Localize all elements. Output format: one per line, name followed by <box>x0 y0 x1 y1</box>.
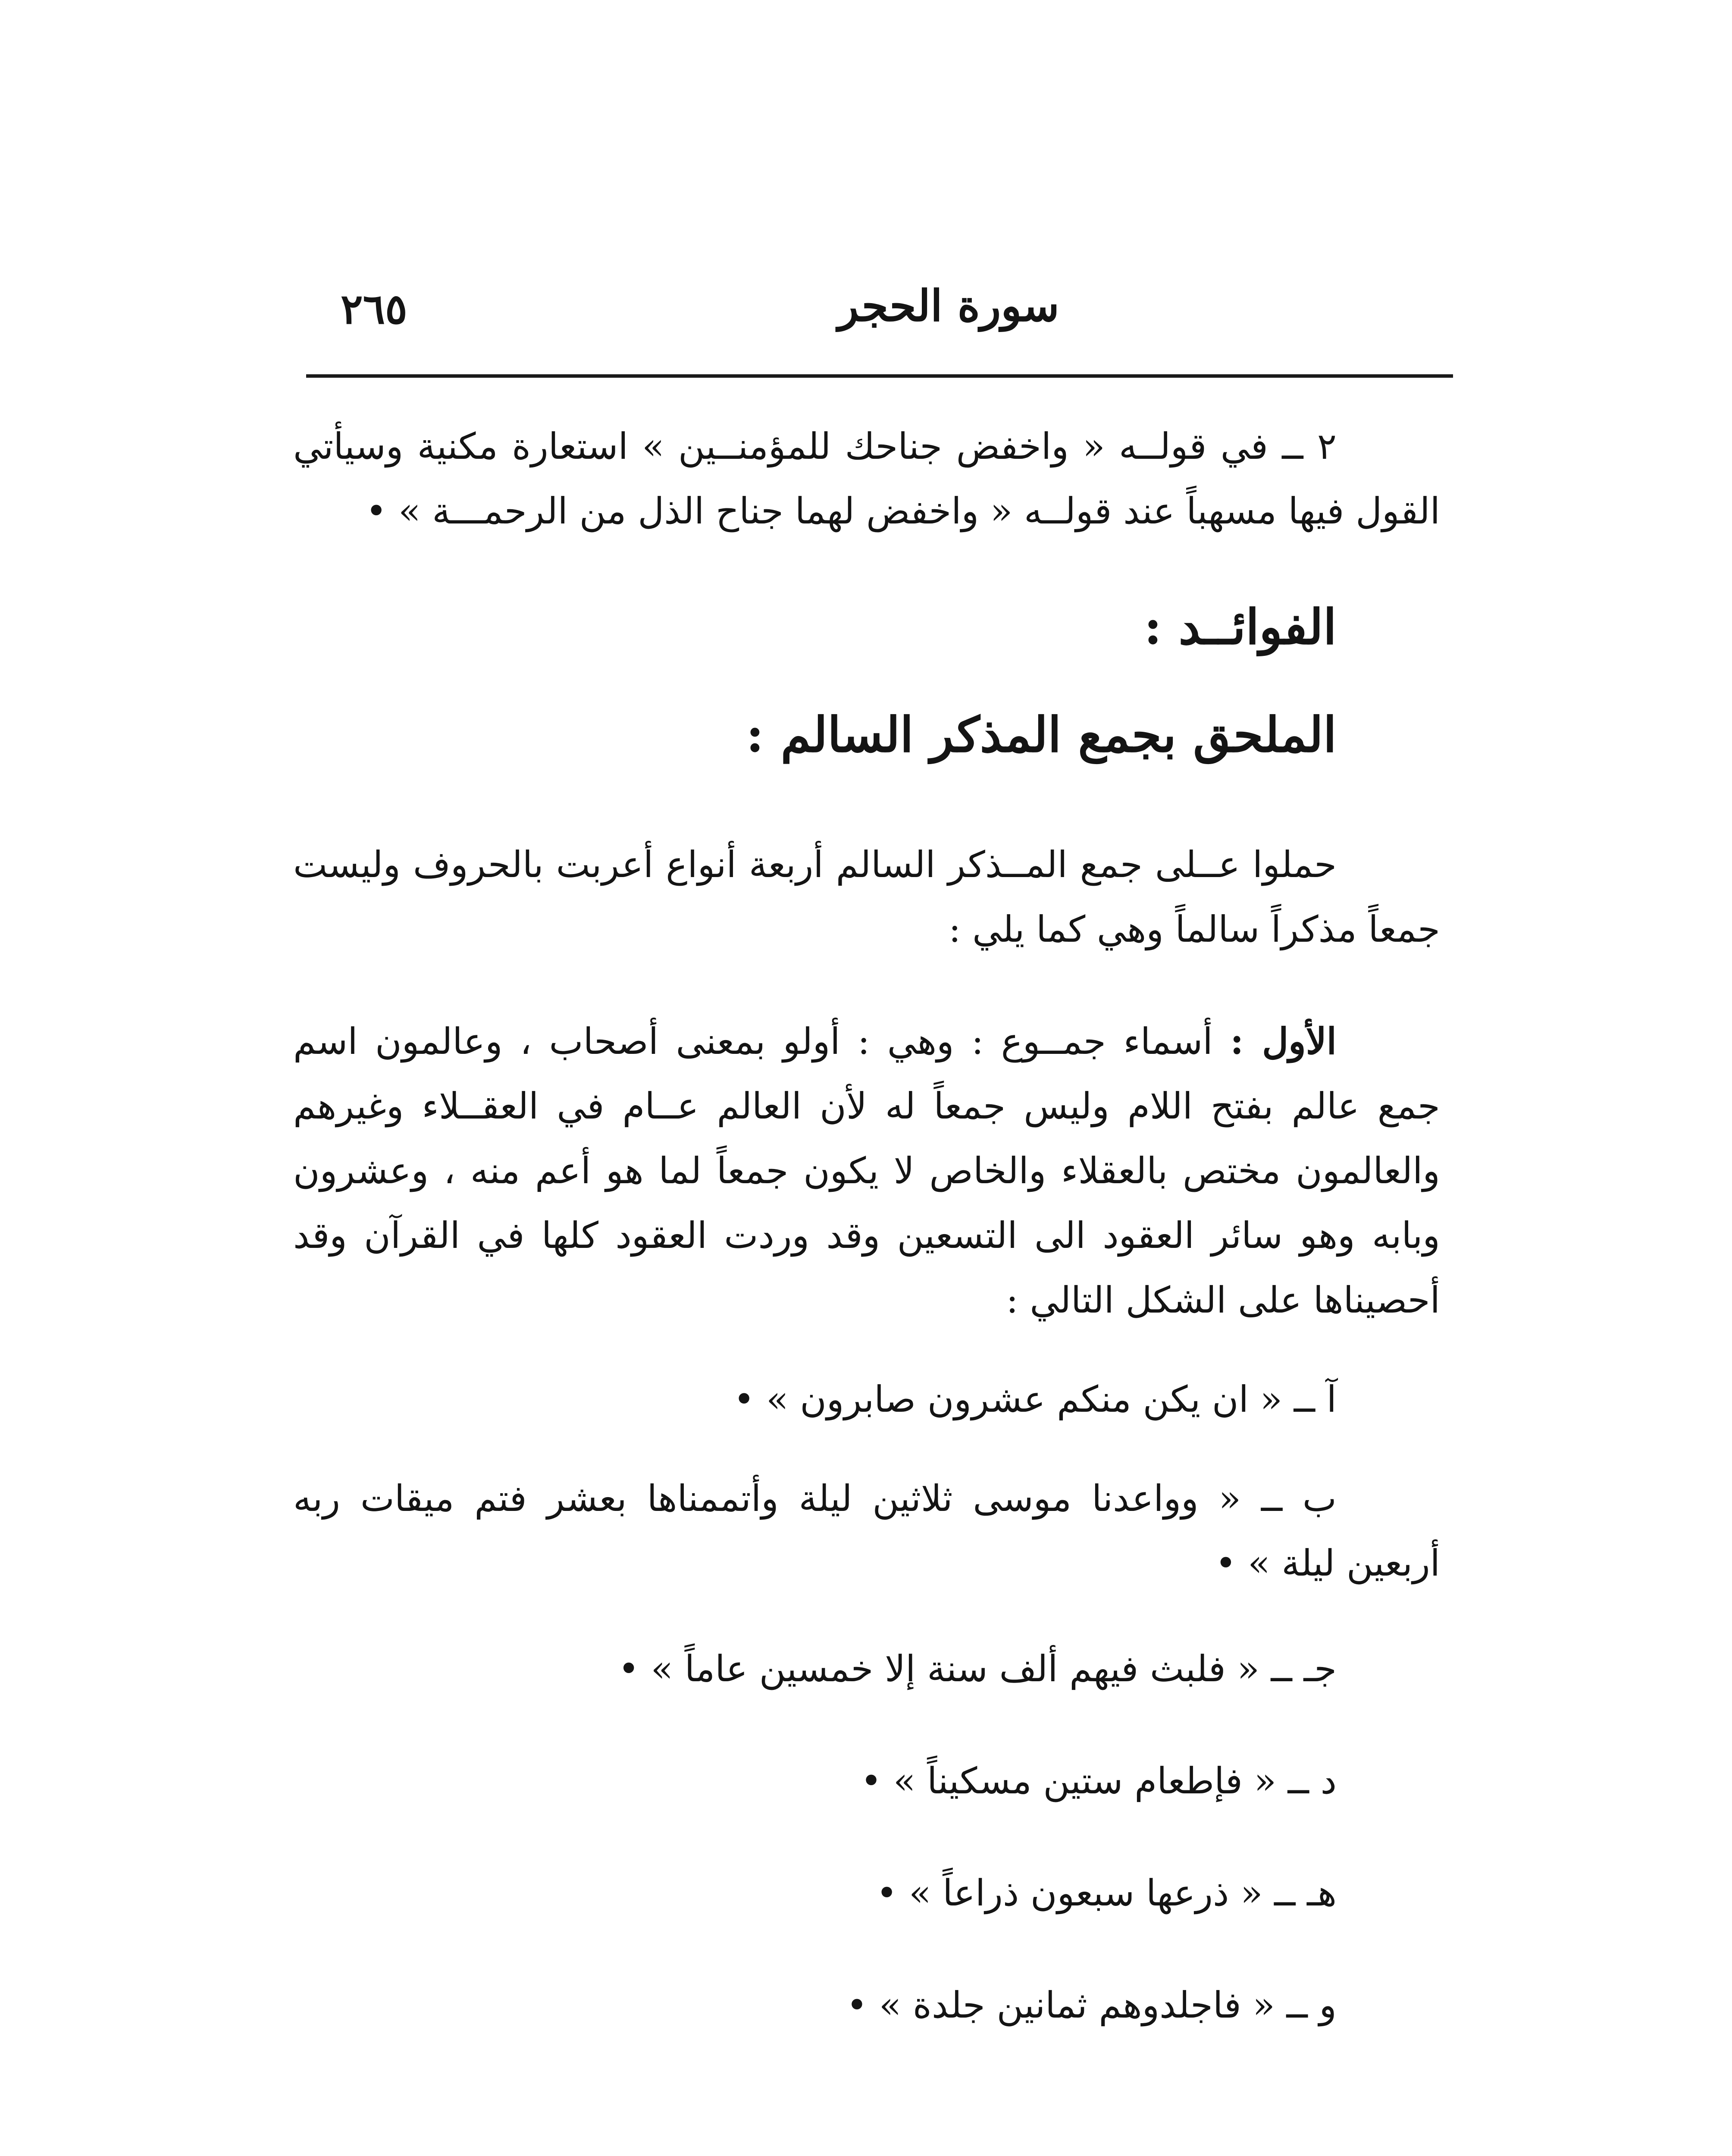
verse-item-f: و ــ « فاجلدوهم ثمانين جلدة » • <box>846 1984 1337 2026</box>
running-title: سورة الحجر <box>838 280 1059 331</box>
section-heading-mulhaq: الملحق بجمع المذكر السالم : <box>746 707 1337 763</box>
section-heading-fawaid: الفوائــد : <box>1144 599 1337 655</box>
paragraph-first-type <box>293 1009 1440 1332</box>
verse-item-e: هـ ــ « ذرعها سبعون ذراعاً » • <box>876 1872 1337 1914</box>
page-body <box>293 414 1440 2044</box>
verse-item-b: ب ــ « وواعدنا موسى ثلاثين ليلة وأتممناها بعشر فتم ميقات ربه أربعين ليلة » • <box>293 1477 1440 1584</box>
verse-item-d: د ــ « فإطعام ستين مسكيناً » • <box>860 1760 1337 1802</box>
paragraph-metaphor: ٢ ــ في قولــه « واخفض جناحك للمؤمنــين » استعارة مكنية وسيأتي القول فيها مسهباً عند قولــه « واخفض لهما جناح الذل من الرحمـــة » • <box>293 425 1440 532</box>
paragraph-intro: حملوا عــلى جمع المــذكر السالم أربعة أنواع أعربت بالحروف وليست جمعاً مذكراً سالماً وهي كما يلي : <box>293 843 1440 950</box>
verse-item-a: آ ــ « ان يكن منكم عشرون صابرون » • <box>733 1378 1337 1420</box>
paragraph-lead-word: الأول : <box>1230 1020 1337 1062</box>
verse-item-c: جـ ــ « فلبث فيهم ألف سنة إلا خمسين عاماً » • <box>618 1648 1337 1690</box>
page-number: ٢٦٥ <box>341 285 407 333</box>
page-header <box>306 276 1453 354</box>
paragraph-first-type-text: أسماء جمــوع : وهي : أولو بمعنى أصحاب ، وعالمون اسم جمع عالم بفتح اللام وليس جمعاً له لأن العالم عــام في العقــلاء وغيرهم والعالمون مختص بالعقلاء والخاص لا يكون جمعاً لما هو أعم منه ، وعشرون وبابه وهو سائر العقود الى التسعين وقد وردت العقود كلها في القرآن وقد أحصيناها على الشكل التالي : <box>293 1020 1440 1321</box>
header-divider <box>306 374 1453 378</box>
